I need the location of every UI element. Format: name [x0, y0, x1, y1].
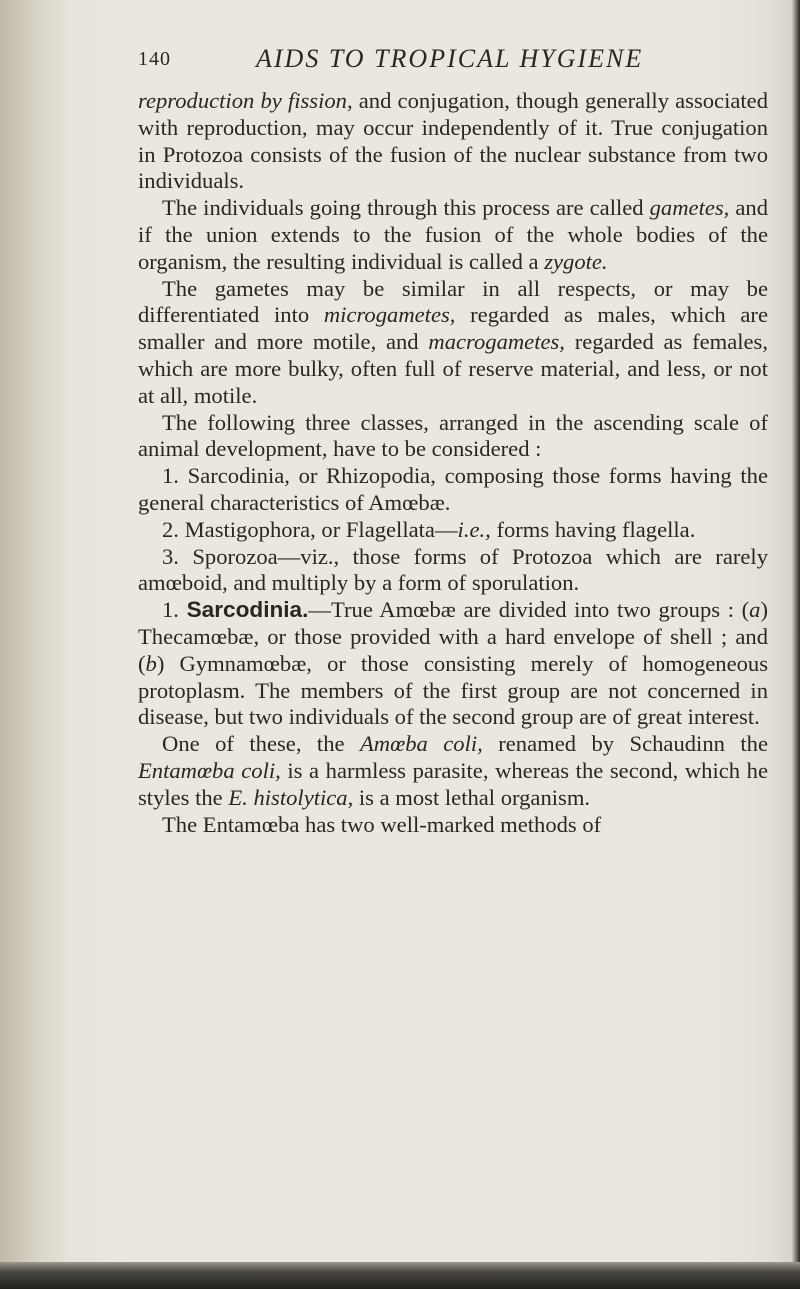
text-run: One of these, the	[162, 731, 360, 757]
paragraph-last: The Entamœba has two well-marked methods of	[162, 811, 602, 837]
text-run: ) Gymnamœbæ, or those consisting merely of homogeneous protoplasm. The members of the first group are not concerned in disease, but two individuals of the second group are of great interest.	[138, 650, 768, 730]
italic-letter: b	[145, 650, 157, 676]
text-run: forms having flagella.	[490, 516, 696, 542]
text-run: is a most lethal organism.	[353, 784, 591, 810]
paragraph-2	[138, 195, 768, 275]
italic-phrase: reproduction by fission,	[138, 88, 353, 113]
text-run: renamed by Schaudinn the	[482, 731, 768, 757]
list-item-2	[138, 517, 768, 544]
paragraph-amoeba	[138, 731, 768, 811]
scan-bottom-edge	[0, 1262, 800, 1289]
text-run: is a harmless parasite, whereas the second, which he styles the	[138, 757, 768, 810]
term-entamoeba-coli: Entamœba coli,	[138, 757, 281, 783]
paragraph-1	[138, 88, 768, 195]
page-number: 140	[138, 48, 171, 70]
term-amoeba-coli: Amœba coli,	[360, 731, 483, 757]
page-edge	[792, 0, 800, 1289]
running-title: AIDS TO TROPICAL HYGIENE	[256, 44, 644, 73]
text-run: regarded as males, which are smaller and more motile, and	[138, 302, 768, 355]
text-run: The gametes may be similar in all respects, or may be differentiated into	[138, 275, 768, 328]
text-run: and if the union extends to the fusion of the whole bodies of the organism, the resulting individual is called a	[138, 195, 768, 274]
section-heading: Sarcodinia.	[186, 597, 309, 623]
term-microgametes: microgametes,	[323, 302, 456, 328]
text-run: 1.	[162, 597, 187, 623]
binding-shadow	[0, 0, 70, 1289]
page-header	[138, 44, 778, 84]
text-run: ) Thecamœbæ, or those provided with a hard envelope of shell ; and (	[138, 597, 768, 676]
text-run: regarded as females, which are more bulky, often full of reserve material, and less, or not at all, motile.	[138, 329, 768, 408]
body-text	[138, 88, 768, 838]
list-item-3: 3. Sporozoa—viz., those forms of Protozoa which are rarely amœboid, and multiply by a form of sporulation.	[138, 543, 768, 596]
paragraph-4: The following three classes, arranged in the ascending scale of animal development, have to be considered :	[138, 409, 768, 462]
section-sarcodinia	[138, 597, 768, 731]
term-zygote: zygote.	[544, 248, 608, 274]
term-histolytica: E. histolytica,	[228, 784, 354, 810]
term-macrogametes: macrogametes,	[428, 329, 565, 355]
term-gametes: gametes,	[649, 195, 730, 221]
paragraph-3	[138, 276, 768, 410]
text-run: 2. Mastigophora, or Flagellata—	[162, 516, 458, 542]
italic-letter: a	[749, 597, 761, 623]
text-run: and conjugation, though generally associated with reproduction, may occur independently of it. True conjugation in Protozoa consists of the fusion of the nuclear substance from two individuals.	[138, 88, 768, 194]
italic-phrase: i.e.,	[457, 516, 491, 542]
text-run: —True Amœbæ are divided into two groups : (	[308, 597, 750, 623]
text-run: The individuals going through this process are called	[162, 195, 650, 221]
list-item-1: 1. Sarcodinia, or Rhizopodia, composing those forms having the general characteristics of Amœbæ.	[138, 463, 768, 515]
